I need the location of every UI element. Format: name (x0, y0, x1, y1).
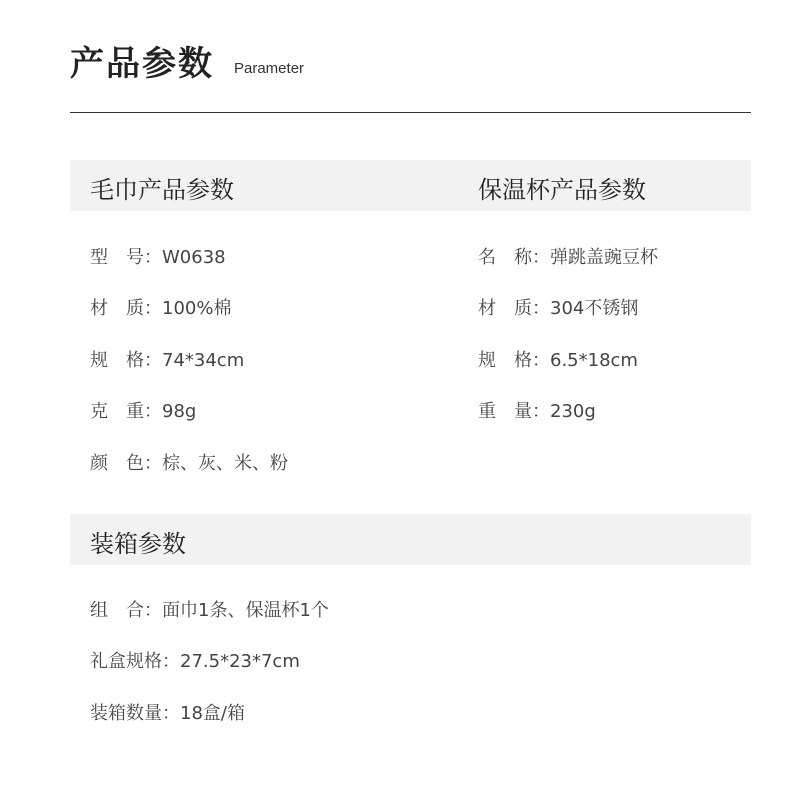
cup-row-value: 弹跳盖豌豆杯 (550, 247, 658, 268)
towel-row-color (90, 449, 288, 475)
towel-row-size (90, 346, 244, 372)
towel-row-value: 100%棉 (162, 298, 232, 319)
towel-row-model (90, 243, 226, 269)
packing-row-value: 18盒/箱 (180, 703, 245, 724)
cup-row-size (478, 346, 638, 372)
cup-row-key: 材 质： (478, 298, 550, 319)
packing-row-giftbox-size (90, 647, 300, 673)
cup-row-weight (478, 397, 596, 423)
cup-row-key: 名 称： (478, 247, 550, 268)
towel-row-value: 74*34cm (162, 350, 245, 371)
cup-row-name (478, 243, 658, 269)
packing-row-key: 组 合： (90, 600, 162, 621)
towel-row-key: 材 质： (90, 298, 162, 319)
cup-section-heading: 保温杯产品参数 (478, 176, 646, 204)
towel-row-key: 颜 色： (90, 453, 162, 474)
towel-row-material (90, 294, 231, 320)
header-divider (70, 112, 751, 113)
cup-row-key: 重 量： (478, 401, 550, 422)
towel-row-key: 型 号： (90, 247, 162, 268)
towel-row-value: 98g (162, 401, 197, 422)
towel-row-key: 克 重： (90, 401, 162, 422)
cup-row-key: 规 格： (478, 350, 550, 371)
towel-section-heading: 毛巾产品参数 (90, 176, 234, 204)
packing-row-key: 装箱数量： (90, 703, 180, 724)
packing-section-heading: 装箱参数 (90, 530, 186, 558)
cup-row-material (478, 294, 638, 320)
packing-row-value: 面巾1条、保温杯1个 (162, 600, 329, 621)
packing-row-key: 礼盒规格： (90, 651, 180, 672)
towel-row-weight (90, 397, 196, 423)
page-title: 产品参数 (70, 44, 214, 84)
cup-row-value: 230g (550, 401, 596, 422)
page-subtitle: Parameter (234, 60, 305, 77)
towel-row-key: 规 格： (90, 350, 162, 371)
towel-row-value: 棕、灰、米、粉 (162, 453, 288, 474)
cup-row-value: 6.5*18cm (550, 350, 638, 371)
towel-row-value: W0638 (162, 247, 226, 268)
packing-row-carton-qty (90, 699, 245, 725)
cup-row-value: 304不锈钢 (550, 298, 639, 319)
packing-row-combo (90, 596, 329, 622)
packing-row-value: 27.5*23*7cm (180, 651, 300, 672)
